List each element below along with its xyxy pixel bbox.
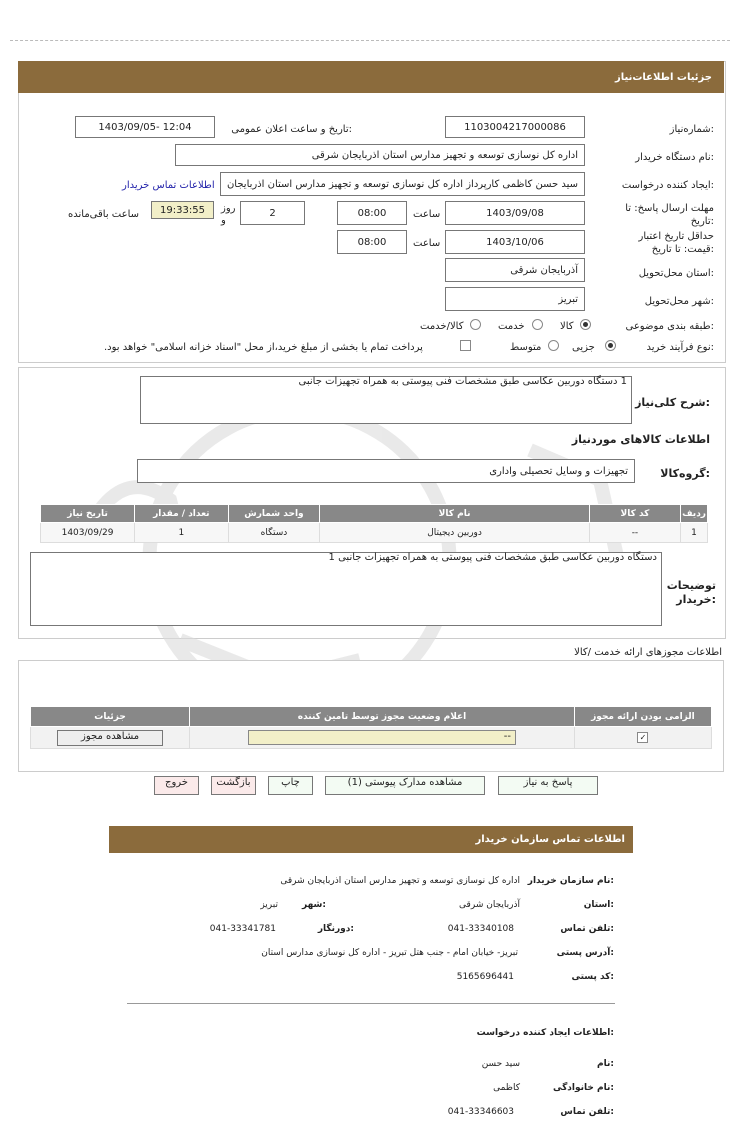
creator-label: ایجاد کننده درخواست: — [621, 180, 714, 191]
category-option-goods-service: کالا/خدمت — [420, 321, 464, 332]
need-number-field: 1103004217000086 — [445, 116, 585, 138]
contact-province-value: آذربایجان شرقی — [459, 900, 520, 910]
table-row — [31, 727, 712, 749]
contact-phone-value: 041-33340108 — [447, 924, 514, 934]
remaining-time-field: 19:33:55 — [151, 201, 214, 219]
days-label: روز و — [221, 203, 236, 226]
creator-phone-value: 041-33346603 — [447, 1107, 514, 1117]
description-label: شرح کلی‌نیاز: — [635, 396, 710, 409]
goods-section-title: اطلاعات کالاهای موردنیاز — [571, 433, 710, 446]
treasury-note: پرداخت تمام یا بخشی از مبلغ خرید،از محل "اسناد خزانه اسلامی" خواهد بود. — [104, 342, 423, 353]
goods-col-unit: واحد شمارش — [228, 505, 320, 523]
creator-field: سید حسن کاظمی کارپرداز اداره کل نوسازی توسعه و تجهیز مدارس استان اذربایجان — [220, 172, 585, 196]
reply-button[interactable]: پاسخ به نیاز — [498, 776, 598, 795]
treasury-checkbox[interactable] — [460, 340, 471, 351]
permit-required-checkbox: ✓ — [637, 732, 648, 743]
postal-label: کد پستی: — [571, 972, 614, 982]
goods-col-name: نام کالا — [320, 505, 589, 523]
address-label: آدرس پستی: — [556, 948, 614, 958]
goods-cell-date: 1403/09/29 — [41, 523, 135, 543]
contact-city-value: تبریز — [260, 900, 278, 910]
city-label: شهر محل‌تحویل: — [644, 296, 714, 307]
goods-cell-index: 1 — [681, 523, 708, 543]
goods-cell-qty: 1 — [135, 523, 228, 543]
permits-cell-details — [31, 727, 190, 749]
need-number-label: شماره‌نیاز: — [669, 124, 714, 135]
page-title: جزئیات اطلاعات‌نیاز — [615, 72, 712, 83]
details-header — [18, 61, 724, 93]
back-button[interactable]: بازگشت — [211, 776, 256, 795]
org-label: نام سازمان خریدار: — [527, 876, 614, 886]
remaining-label: ساعت باقی‌مانده — [68, 209, 140, 220]
province-label: استان محل‌تحویل: — [638, 268, 714, 279]
process-option-small: جزیی — [572, 342, 595, 353]
exit-button[interactable]: خروج — [154, 776, 199, 795]
contact-province-label: استان: — [583, 900, 614, 910]
print-button[interactable]: چاپ — [268, 776, 313, 795]
permits-table — [30, 706, 712, 749]
category-option-goods: کالا — [560, 321, 574, 332]
permits-col-required: الزامی بودن ارائه مجوز — [574, 707, 711, 727]
announce-label: تاریخ و ساعت اعلان عمومی: — [231, 124, 352, 135]
goods-group-field: تجهیزات و وسایل تحصیلی واداری — [137, 459, 635, 483]
creator-name-value: سید حسن — [481, 1059, 520, 1069]
creator-family-label: نام خانوادگی: — [552, 1083, 614, 1093]
permit-status-field[interactable]: -- — [248, 730, 516, 745]
view-permit-button[interactable]: مشاهده مجوز — [57, 730, 163, 746]
category-label: طبقه بندی موضوعی: — [625, 321, 714, 332]
contact-divider — [127, 1003, 615, 1004]
process-option-medium: متوسط — [510, 342, 542, 353]
buyer-notes-label: توضیحات خریدار: — [666, 579, 716, 606]
goods-table — [40, 504, 708, 543]
category-radio-goods-service[interactable] — [470, 319, 481, 330]
deadline-date-field: 1403/09/08 — [445, 201, 585, 225]
process-radio-medium[interactable] — [548, 340, 559, 351]
contact-fax-value: 041-33341781 — [209, 924, 276, 934]
contact-info-link[interactable]: اطلاعات تماس خریدار — [122, 180, 215, 191]
days-field: 2 — [240, 201, 305, 225]
contact-header — [109, 826, 633, 853]
contact-phone-label: تلفن تماس: — [560, 924, 614, 934]
postal-value: 5165696441 — [456, 972, 514, 982]
creator-name-label: نام: — [597, 1059, 614, 1069]
creator-family-value: کاظمی — [493, 1083, 520, 1093]
top-divider — [10, 40, 730, 41]
category-radio-goods[interactable] — [580, 319, 591, 330]
goods-cell-code: -- — [589, 523, 680, 543]
permits-cell-required — [574, 727, 711, 749]
creator-phone-label: تلفن تماس: — [560, 1107, 614, 1117]
creator-info-title: اطلاعات ایجاد کننده درخواست: — [476, 1028, 614, 1038]
contact-fax-label: دورنگار: — [317, 924, 354, 934]
validity-time-field: 08:00 — [337, 230, 407, 254]
buyer-notes-textarea[interactable]: دستگاه دوربین عکاسی طبق مشخصات فنی پیوستی به همراه تجهیزات جانبی 1 — [30, 552, 662, 626]
process-radio-small[interactable] — [605, 340, 616, 351]
announce-field: 1403/09/05- 12:04 — [75, 116, 215, 138]
buyer-field: اداره کل نوسازی توسعه و تجهیز مدارس استان اذربایجان شرقی — [175, 144, 585, 166]
goods-col-index: ردیف — [681, 505, 708, 523]
permits-col-status: اعلام وضعیت مجوز توسط تامین کننده — [190, 707, 575, 727]
goods-cell-unit: دستگاه — [228, 523, 320, 543]
contact-title: اطلاعات تماس سازمان خریدار — [475, 834, 625, 845]
permits-cell-status — [190, 727, 575, 749]
category-radio-service[interactable] — [532, 319, 543, 330]
goods-col-date: تاریخ نیاز — [41, 505, 135, 523]
process-label: نوع فرآیند خرید: — [646, 342, 714, 353]
table-row — [41, 523, 708, 543]
org-value: اداره کل نوسازی توسعه و تجهیز مدارس استان اذربایجان شرقی — [280, 876, 520, 886]
deadline-time-field: 08:00 — [337, 201, 407, 225]
deadline-time-label: ساعت — [413, 209, 441, 220]
contact-city-label: شهر: — [302, 900, 326, 910]
validity-date-field: 1403/10/06 — [445, 230, 585, 254]
validity-time-label: ساعت — [413, 238, 441, 249]
city-field: تبریز — [445, 287, 585, 311]
buyer-label: نام دستگاه خریدار: — [635, 152, 714, 163]
description-textarea[interactable]: 1 دستگاه دوربین عکاسی طبق مشخصات فنی پیوستی به همراه تجهیزات جانبی — [140, 376, 632, 424]
attachments-button[interactable]: مشاهده مدارک پیوستی (1) — [325, 776, 485, 795]
deadline-label: مهلت ارسال پاسخ: تا تاریخ: — [625, 203, 714, 227]
validity-label: حداقل تاریخ اعتبار قیمت: تا تاریخ: — [638, 231, 714, 255]
category-option-service: خدمت — [498, 321, 525, 332]
goods-group-label: گروه‌کالا: — [660, 467, 710, 480]
address-value: تبریز- خیابان امام - جنب هتل تبریز - اداره کل نوسازی مدارس استان — [261, 948, 518, 958]
province-field: آذربایجان شرقی — [445, 258, 585, 282]
goods-col-code: کد کالا — [589, 505, 680, 523]
permits-title: اطلاعات مجوزهای ارائه خدمت /کالا — [574, 647, 722, 658]
goods-cell-name: دوربین دیجیتال — [320, 523, 589, 543]
permits-col-details: جزئیات — [31, 707, 190, 727]
goods-col-qty: تعداد / مقدار — [135, 505, 228, 523]
